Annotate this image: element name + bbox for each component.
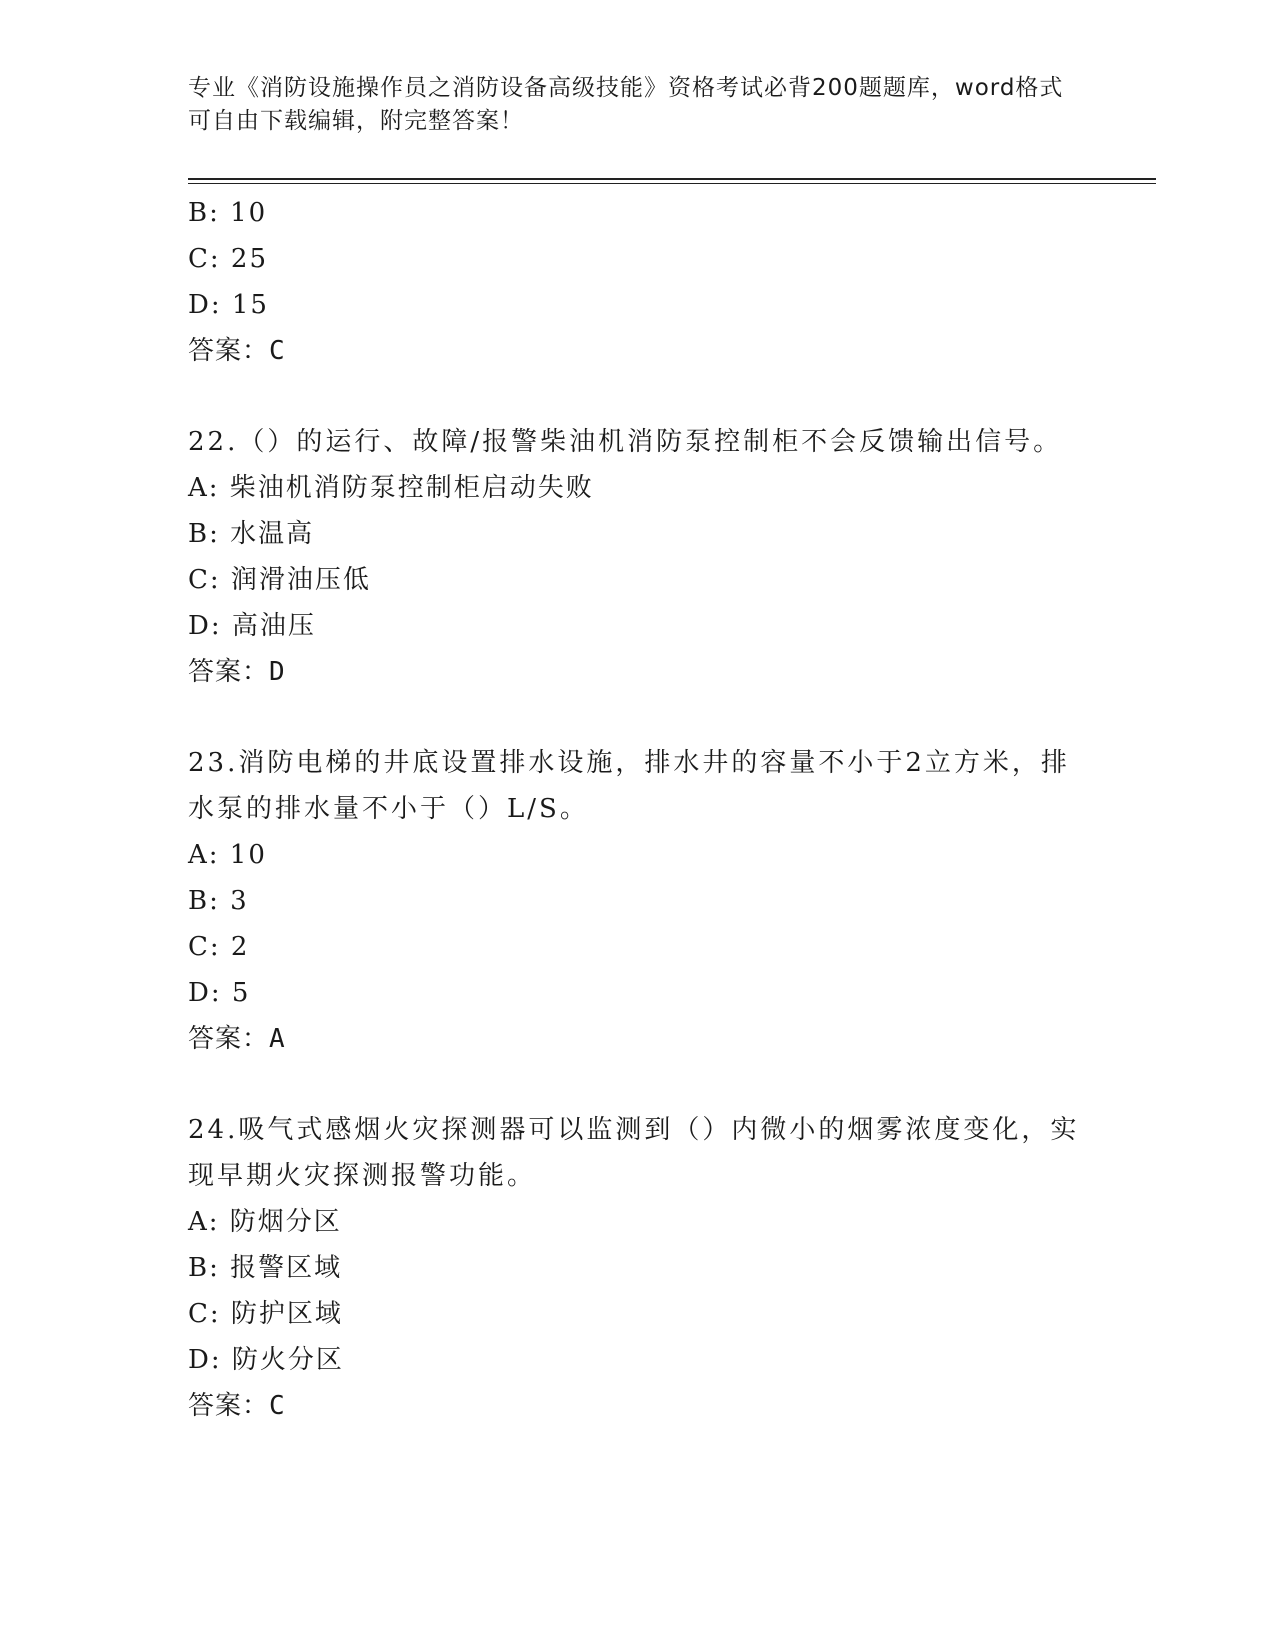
answer-line: 答案：D <box>188 657 286 687</box>
document-body <box>188 190 1088 1429</box>
answer-line: 答案：C <box>188 336 286 366</box>
option-d: D: 5 <box>188 978 251 1008</box>
answer-line: 答案：A <box>188 1024 286 1054</box>
document-header: 专业《消防设施操作员之消防设备高级技能》资格考试必背200题题库，word格式可自由下载编辑，附完整答案！ <box>188 75 1064 134</box>
option-d: D: 防火分区 <box>188 1345 344 1375</box>
header-rule-thick <box>188 178 1156 180</box>
option-c: C: 润滑油压低 <box>188 565 371 595</box>
question-block-24 <box>188 1107 1088 1429</box>
option-b: B: 3 <box>188 886 249 916</box>
option-b: B: 水温高 <box>188 519 315 549</box>
question-block-21 <box>188 190 1088 374</box>
answer-line: 答案：C <box>188 1391 286 1421</box>
option-b: B: 10 <box>188 198 268 228</box>
question-block-22 <box>188 419 1088 695</box>
option-c: C: 25 <box>188 244 269 274</box>
option-b: B: 报警区域 <box>188 1253 343 1283</box>
option-a: A: 10 <box>188 840 267 870</box>
header-rule-thin <box>188 183 1156 184</box>
option-a: A: 防烟分区 <box>188 1207 342 1237</box>
question-stem: 22.（）的运行、故障/报警柴油机消防泵控制柜不会反馈输出信号。 <box>188 427 1063 457</box>
option-d: D: 15 <box>188 290 269 320</box>
option-d: D: 高油压 <box>188 611 316 641</box>
option-c: C: 防护区域 <box>188 1299 343 1329</box>
question-stem: 23.消防电梯的井底设置排水设施，排水井的容量不小于2立方米，排水泵的排水量不小于（）L/S。 <box>188 748 1070 824</box>
option-a: A: 柴油机消防泵控制柜启动失败 <box>188 473 594 503</box>
question-stem: 24.吸气式感烟火灾探测器可以监测到（）内微小的烟雾浓度变化，实现早期火灾探测报警功能。 <box>188 1115 1080 1191</box>
option-c: C: 2 <box>188 932 250 962</box>
question-block-23 <box>188 740 1088 1062</box>
